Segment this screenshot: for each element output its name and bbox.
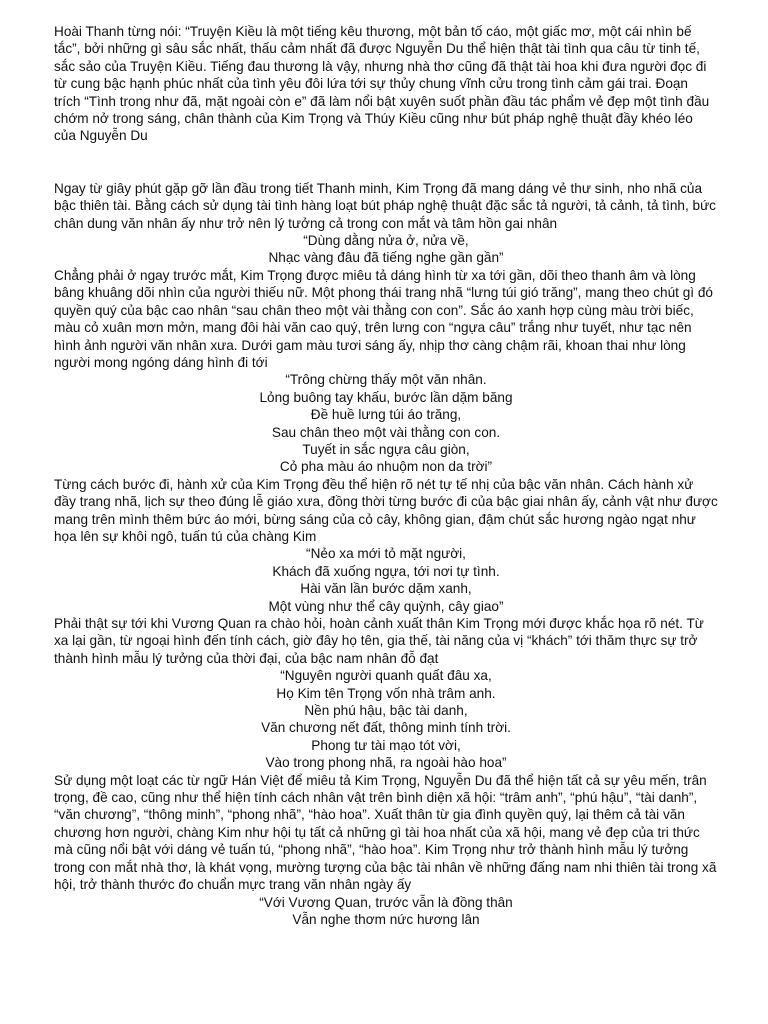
verse-line: Vẫn nghe thơm nức hương lân xyxy=(292,911,480,927)
paragraph-4: Phải thật sự tới khi Vương Quan ra chào hỏi, hoàn cảnh xuất thân Kim Trọng mới được khắc họa rõ nét. Từ xa lại gần, từ ngoại hình đến tính cách, giờ đây họ tên, gia thế, tài năng của vị “khách” tới thăm thực sự trở thành hình mẫu lý tưởng của thời đại, của bậc nam nhân đỗ đạt xyxy=(54,616,704,666)
verse-line: Khách đã xuống ngựa, tới nơi tự tình. xyxy=(272,563,500,579)
verse-line: Nhạc vàng đâu đã tiếng nghe gần gần” xyxy=(268,250,504,266)
verse-line: Họ Kim tên Trọng vốn nhà trâm anh. xyxy=(276,685,496,701)
verse-5 xyxy=(54,894,718,929)
verse-line: Đề huề lưng túi áo trăng, xyxy=(310,407,462,423)
paragraph-2: Chẳng phải ở ngay trước mắt, Kim Trọng được miêu tả dáng hình từ xa tới gần, dõi theo thanh âm và lòng bâng khuâng dõi nhìn của người thiếu nữ. Một phong thái trang nhã “lưng túi gió trăng”, mang theo chút gì đó quyền quý của bậc cao nhân “sau chân theo một vài thằng con con”. Sắc áo xanh hợp cùng màu trời biếc, màu cỏ xuân mơn mởn, mang đôi hài văn cao quý, trên lưng con “ngựa câu” trắng như tuyết, như tạc nên hình ảnh người văn nhân xưa. Dưới gam màu tươi sáng ấy, nhịp thơ càng chậm rãi, khoan thai như lòng người mong ngóng dáng hình đi tới xyxy=(54,267,713,370)
verse-3 xyxy=(54,545,718,615)
verse-2 xyxy=(54,371,718,475)
verse-line: “Dùng dằng nửa ở, nửa về, xyxy=(303,233,469,249)
verse-line: Vào trong phong nhã, ra ngoài hào hoa” xyxy=(265,755,507,771)
verse-line: “Trông chừng thấy một văn nhân. xyxy=(285,372,487,388)
paragraph-1: Ngay từ giây phút gặp gỡ lần đầu trong tiết Thanh minh, Kim Trọng đã mang dáng vẻ thư sinh, nho nhã của bậc thiên tài. Bằng cách sử dụng tài tình hàng loạt bút pháp nghệ thuật đặc sắc tả người, tả cảnh, tả tình, bức chân dung văn nhân ấy như trở nên lý tưởng cả trong con mắt và tâm hồn gai nhân xyxy=(54,180,716,231)
verse-line: Văn chương nết đất, thông minh tính trời. xyxy=(261,720,511,736)
paragraph-3: Từng cách bước đi, hành xử của Kim Trọng đều thể hiện rõ nét tự tế nhị của bậc văn nhân. Cách hành xử đầy trang nhã, lịch sự theo đúng lễ giáo xưa, đồng thời từng bước đi của bậc giai nhân ấy, cảnh vật như được mang trên mình thêm bức áo mới, bừng sáng của cỏ cây, không gian, đậm chút sắc hương ngào ngạt như họa lên sự khôi ngô, tuấn tú của chàng Kim xyxy=(54,476,718,544)
intro-paragraph: Hoài Thanh từng nói: “Truyện Kiều là một tiếng kêu thương, một bản tố cáo, một giấc mơ, một cái nhìn bế tắc”, bởi những gì sâu sắc nhất, thấu cảm nhất đã được Nguyễn Du thể hiện thật tài tình qua câu từ tinh tế, sắc sảo của Truyện Kiều. Tiếng đau thương là vậy, nhưng nhà thơ cũng đã thật tài hoa khi đưa người đọc đi từ cung bậc hạnh phúc nhất của tình yêu đôi lứa tới sự thủy chung vĩnh cửu trong tình cảm gái trai. Đoạn trích “Tình trong như đã, mặt ngoài còn e” đã làm nổi bật xuyên suốt phần đầu tác phẩm vẻ đẹp một tình đầu chớm nở trong sáng, chân thành của Kim Trọng và Thúy Kiều cũng như bút pháp nghệ thuật đầy khéo léo của Nguyễn Du xyxy=(54,24,710,144)
verse-line: “Với Vương Quan, trước vẫn là đồng thân xyxy=(259,894,513,910)
verse-1 xyxy=(54,232,718,267)
verse-line: “Nẻo xa mới tỏ mặt người, xyxy=(306,546,466,562)
verse-line: Lỏng buông tay khấu, bước lần dặm băng xyxy=(259,389,513,405)
verse-line: “Nguyên người quanh quất đâu xa, xyxy=(280,668,492,684)
verse-line: Nền phú hậu, bậc tài danh, xyxy=(304,703,468,719)
verse-line: Cỏ pha màu áo nhuộm non da trời” xyxy=(279,459,493,475)
verse-line: Sau chân theo một vài thằng con con. xyxy=(271,424,501,440)
paragraph-5: Sử dụng một loạt các từ ngữ Hán Việt để miêu tả Kim Trọng, Nguyễn Du đã thể hiện tất cả sự yêu mến, trân trọng, đề cao, cũng như thể hiện tính cách nhân vật trên bình diện xã hội: “trâm anh”, “phú hậu”, “tài danh”, “văn chương”, “thông minh”, “phong nhã”, “hào hoa”. Xuất thân từ gia đình quyền quý, lại thêm cả tài văn chương hơn người, chàng Kim như hội tụ tất cả những gì tài hoa nhất của xã hội, mang vẻ đẹp của tri thức mà cũng nổi bật với dáng vẻ tuấn tú, “phong nhã”, “hào hoa”. Kim Trọng như trở thành hình mẫu lý tưởng trong con mắt nhà thơ, là khát vọng, mường tượng của bậc tài nhân về những đấng nam nhi thiên tài trong xã hội, trở thành thước đo chuẩn mực trang văn nhân ngày ấy xyxy=(54,772,717,893)
verse-4 xyxy=(54,667,718,771)
verse-line: Một vùng như thể cây quỳnh, cây giao” xyxy=(268,598,504,614)
verse-line: Phong tư tài mạo tót vời, xyxy=(311,737,461,753)
verse-line: Tuyết in sắc ngựa câu giòn, xyxy=(302,441,470,457)
verse-line: Hài văn lần bước dặm xanh, xyxy=(300,581,472,597)
